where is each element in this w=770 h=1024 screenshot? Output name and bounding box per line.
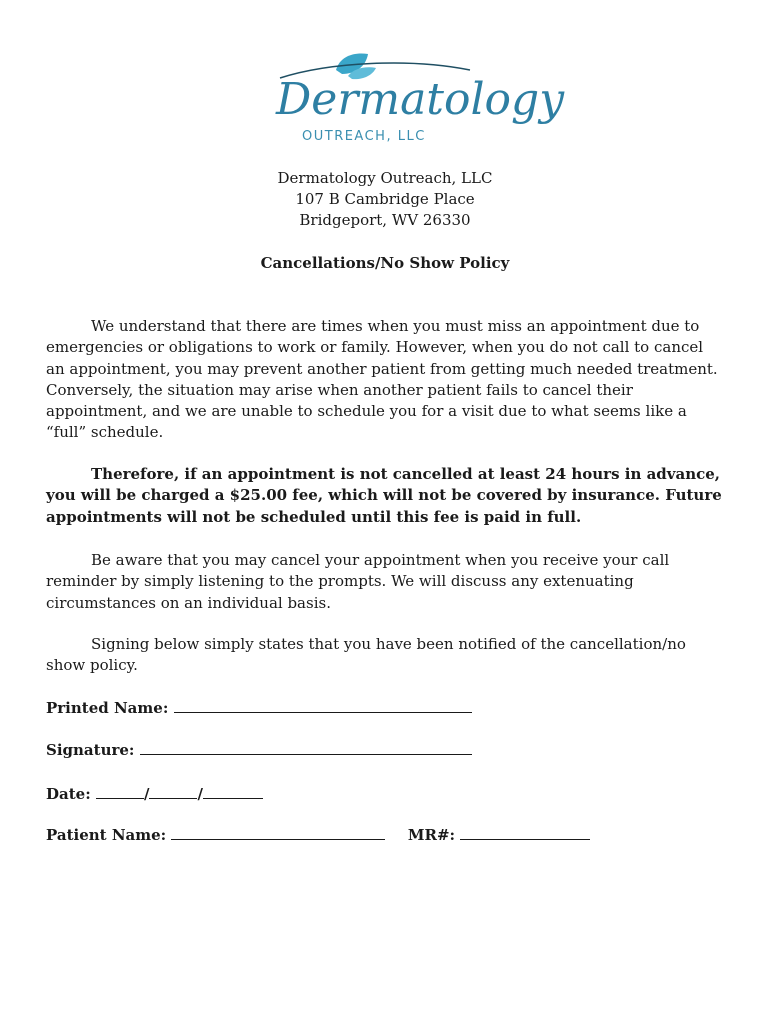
patient-name-label: Patient Name:	[46, 826, 167, 844]
policy-title: Cancellations/No Show Policy	[260, 254, 510, 272]
patient-name-row	[46, 825, 590, 844]
date-month-field[interactable]	[96, 784, 144, 799]
address-line-2: 107 B Cambridge Place	[295, 190, 475, 208]
logo-wordmark: Dermatology	[276, 74, 565, 125]
signature-row	[46, 740, 472, 759]
signature-field[interactable]	[140, 740, 472, 755]
date-row	[46, 784, 263, 803]
printed-name-row	[46, 698, 472, 717]
date-separator: /	[197, 785, 203, 803]
policy-paragraph-3: Be aware that you may cancel your appointment when you receive your call reminder by simply listening to the prompts. We will discuss any extenuating circumstances on an individual basis.	[46, 551, 670, 612]
policy-paragraph-1: We understand that there are times when you must miss an appointment due to emergencies or obligations to work or family. However, when you do not call to cancel an appointment, you may prevent another patient from getting much needed treatment. Conversely, the situation may arise when another patient fails to cancel their appointment, and we are unable to schedule you for a visit due to what seems like a “full” schedule.	[46, 317, 718, 442]
signature-label: Signature:	[46, 741, 135, 759]
logo-subtitle: OUTREACH, LLC	[302, 129, 426, 144]
date-separator: /	[143, 785, 150, 803]
date-label: Date:	[46, 785, 91, 803]
printed-name-field[interactable]	[174, 698, 472, 713]
patient-name-field[interactable]	[171, 825, 385, 840]
policy-paragraph-4: Signing below simply states that you have been notified of the cancellation/no show policy.	[46, 635, 686, 675]
date-day-field[interactable]	[149, 784, 197, 799]
dermatology-outreach-logo	[270, 48, 565, 148]
address-line-3: Bridgeport, WV 26330	[299, 211, 471, 229]
date-year-field[interactable]	[203, 784, 263, 799]
address-line-1: Dermatology Outreach, LLC	[277, 169, 493, 187]
mr-number-label: MR#:	[407, 826, 456, 844]
policy-paragraph-fee: Therefore, if an appointment is not cancelled at least 24 hours in advance, you will be charged a $25.00 fee, which will not be covered by insurance. Future appointments will not be scheduled until this fee is paid in full.	[46, 465, 722, 526]
mr-number-field[interactable]	[460, 825, 590, 840]
printed-name-label: Printed Name:	[46, 699, 169, 717]
